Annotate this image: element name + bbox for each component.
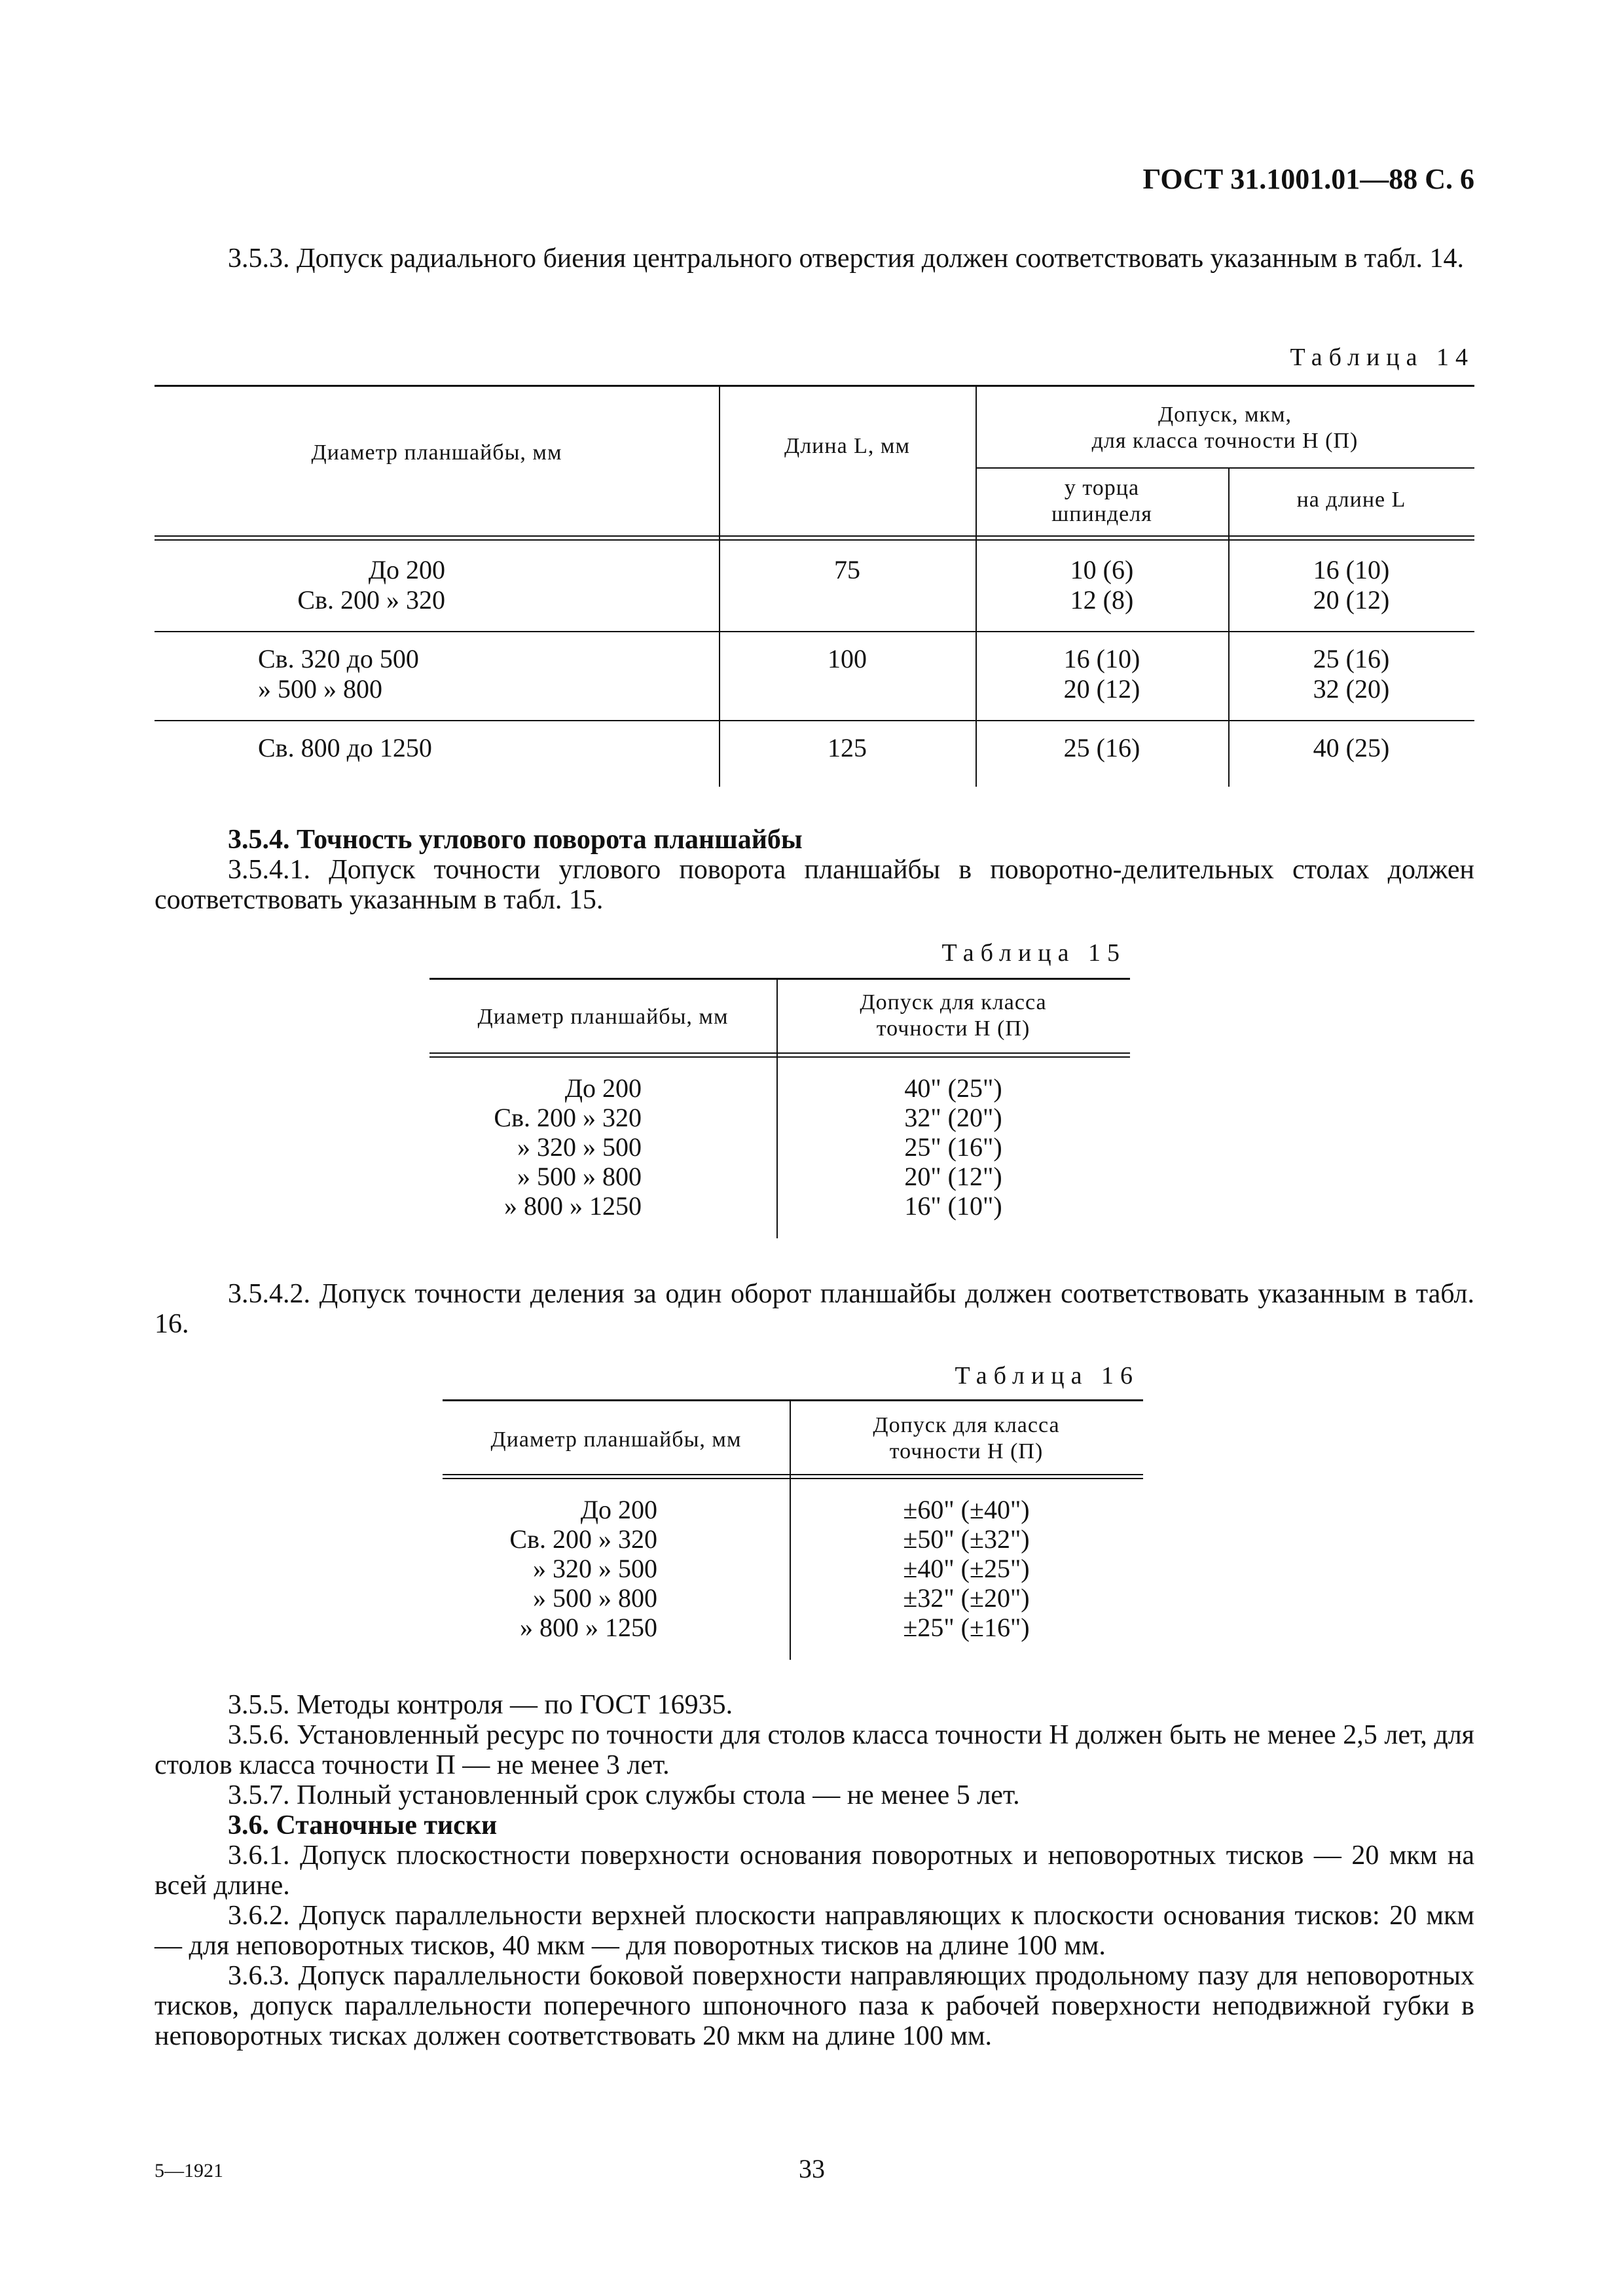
page-number: 33: [799, 2154, 825, 2183]
table-14-top-rule: [155, 385, 1474, 387]
document-header: ГОСТ 31.1001.01—88 С. 6: [1142, 163, 1474, 195]
table-14-subheader-rule: [976, 467, 1474, 469]
table-16-header-tolerance: Допуск для класса точности Н (П): [873, 1413, 1060, 1463]
table-15-header-tolerance: Допуск для класса точности Н (П): [860, 990, 1047, 1041]
table-14-header-diameter: Диаметр планшайбы, мм: [311, 440, 562, 465]
paragraph-3-5-7: 3.5.7. Полный установленный срок службы стола — не менее 5 лет.: [228, 1780, 1020, 1810]
table-14-caption: Таблица 14: [1290, 344, 1474, 371]
table-14-row-divider: [155, 720, 1474, 721]
paragraph-3-6-3: 3.6.3. Допуск параллельности боковой поверхности направляющих продольному пазу для неповоротных тисков, допуск параллельности поперечного шпоночного паза к рабочей поверхности неподвижной губки в неповоротных тисках должен соответствовать 20 мкм на длине 100 мм.: [155, 1961, 1474, 2051]
table-14-header-spindle: у торца шпинделя: [1051, 476, 1152, 526]
table-14-header-length: Длина L, мм: [784, 434, 910, 458]
table-16-caption: Таблица 16: [955, 1362, 1139, 1390]
table-16-top-rule: [443, 1399, 1143, 1401]
table-15-top-rule: [429, 978, 1130, 980]
table-14-cell-at-length: 16 (10) 20 (12): [1313, 555, 1390, 615]
table-14-cell-length: 125: [828, 733, 867, 762]
table-14-header-rule: [155, 535, 1474, 541]
footer-print-code: 5—1921: [155, 2160, 223, 2181]
table-14-cell-length: 100: [828, 644, 867, 673]
table-14-cell-spindle: 10 (6) 12 (8): [1070, 555, 1134, 615]
table-14-header-tolerance: Допуск, мкм, для класса точности Н (П): [1091, 403, 1359, 453]
table-14-header-at-length: на длине L: [1296, 488, 1406, 512]
heading-3-5-4: 3.5.4. Точность углового поворота планшайбы: [228, 825, 803, 855]
table-15-header-rule: [429, 1052, 1130, 1058]
paragraph-3-5-3: 3.5.3. Допуск радиального биения центрального отверстия должен соответствовать указанным в табл. 14.: [228, 243, 1465, 274]
paragraph-3-5-4-1: 3.5.4.1. Допуск точности углового поворота планшайбы в поворотно-делительных столах должен соответствовать указанным в табл. 15.: [155, 855, 1474, 915]
table-15-diameters: До 200 Св. 200 » 320 » 320 » 500 » 500 » 800 » 800 » 1250: [494, 1073, 642, 1221]
paragraph-3-5-6: 3.5.6. Установленный ресурс по точности для столов класса точности Н должен быть не менее 2,5 лет, для столов класса точности П — не менее 3 лет.: [155, 1720, 1474, 1780]
table-14-cell-diameter: Св. 320 до 500 » 500 » 800: [258, 644, 419, 704]
table-14-cell-at-length: 40 (25): [1313, 733, 1390, 762]
table-15-tolerances: 40" (25") 32" (20") 25" (16") 20" (12") 16" (10"): [904, 1073, 1002, 1221]
table-14-cell-spindle: 25 (16): [1063, 733, 1140, 762]
table-16-header-rule: [443, 1474, 1143, 1479]
paragraph-3-5-5: 3.5.5. Методы контроля — по ГОСТ 16935.: [228, 1690, 733, 1720]
table-16-tolerances: ±60" (±40") ±50" (±32") ±40" (±25") ±32" (±20") ±25" (±16"): [903, 1495, 1030, 1642]
paragraph-3-6-2: 3.6.2. Допуск параллельности верхней плоскости направляющих к плоскости основания тисков: 20 мкм — для неповоротных тисков, 40 мкм — для поворотных тисков на длине 100 мм.: [155, 1901, 1474, 1961]
table-14-row-divider: [155, 631, 1474, 632]
table-16-header-diameter: Диаметр планшайбы, мм: [490, 1427, 742, 1452]
table-14-cell-spindle: 16 (10) 20 (12): [1063, 644, 1140, 704]
table-16-diameters: До 200 Св. 200 » 320 » 320 » 500 » 500 » 800 » 800 » 1250: [509, 1495, 657, 1642]
table-14-cell-diameter: До 200 Св. 200 » 320: [297, 555, 445, 615]
paragraph-3-5-4-2: 3.5.4.2. Допуск точности деления за один оборот планшайбы должен соответствовать указанным в табл. 16.: [155, 1279, 1474, 1339]
table-15-caption: Таблица 15: [941, 939, 1126, 967]
table-14-cell-at-length: 25 (16) 32 (20): [1313, 644, 1390, 704]
heading-3-6: 3.6. Станочные тиски: [228, 1810, 498, 1840]
table-14-cell-length: 75: [834, 555, 860, 584]
paragraph-3-6-1: 3.6.1. Допуск плоскостности поверхности основания поворотных и неповоротных тисков — 20 мкм на всей длине.: [155, 1840, 1474, 1901]
table-14-cell-diameter: Св. 800 до 1250: [258, 733, 432, 762]
table-15-header-diameter: Диаметр планшайбы, мм: [477, 1005, 729, 1029]
